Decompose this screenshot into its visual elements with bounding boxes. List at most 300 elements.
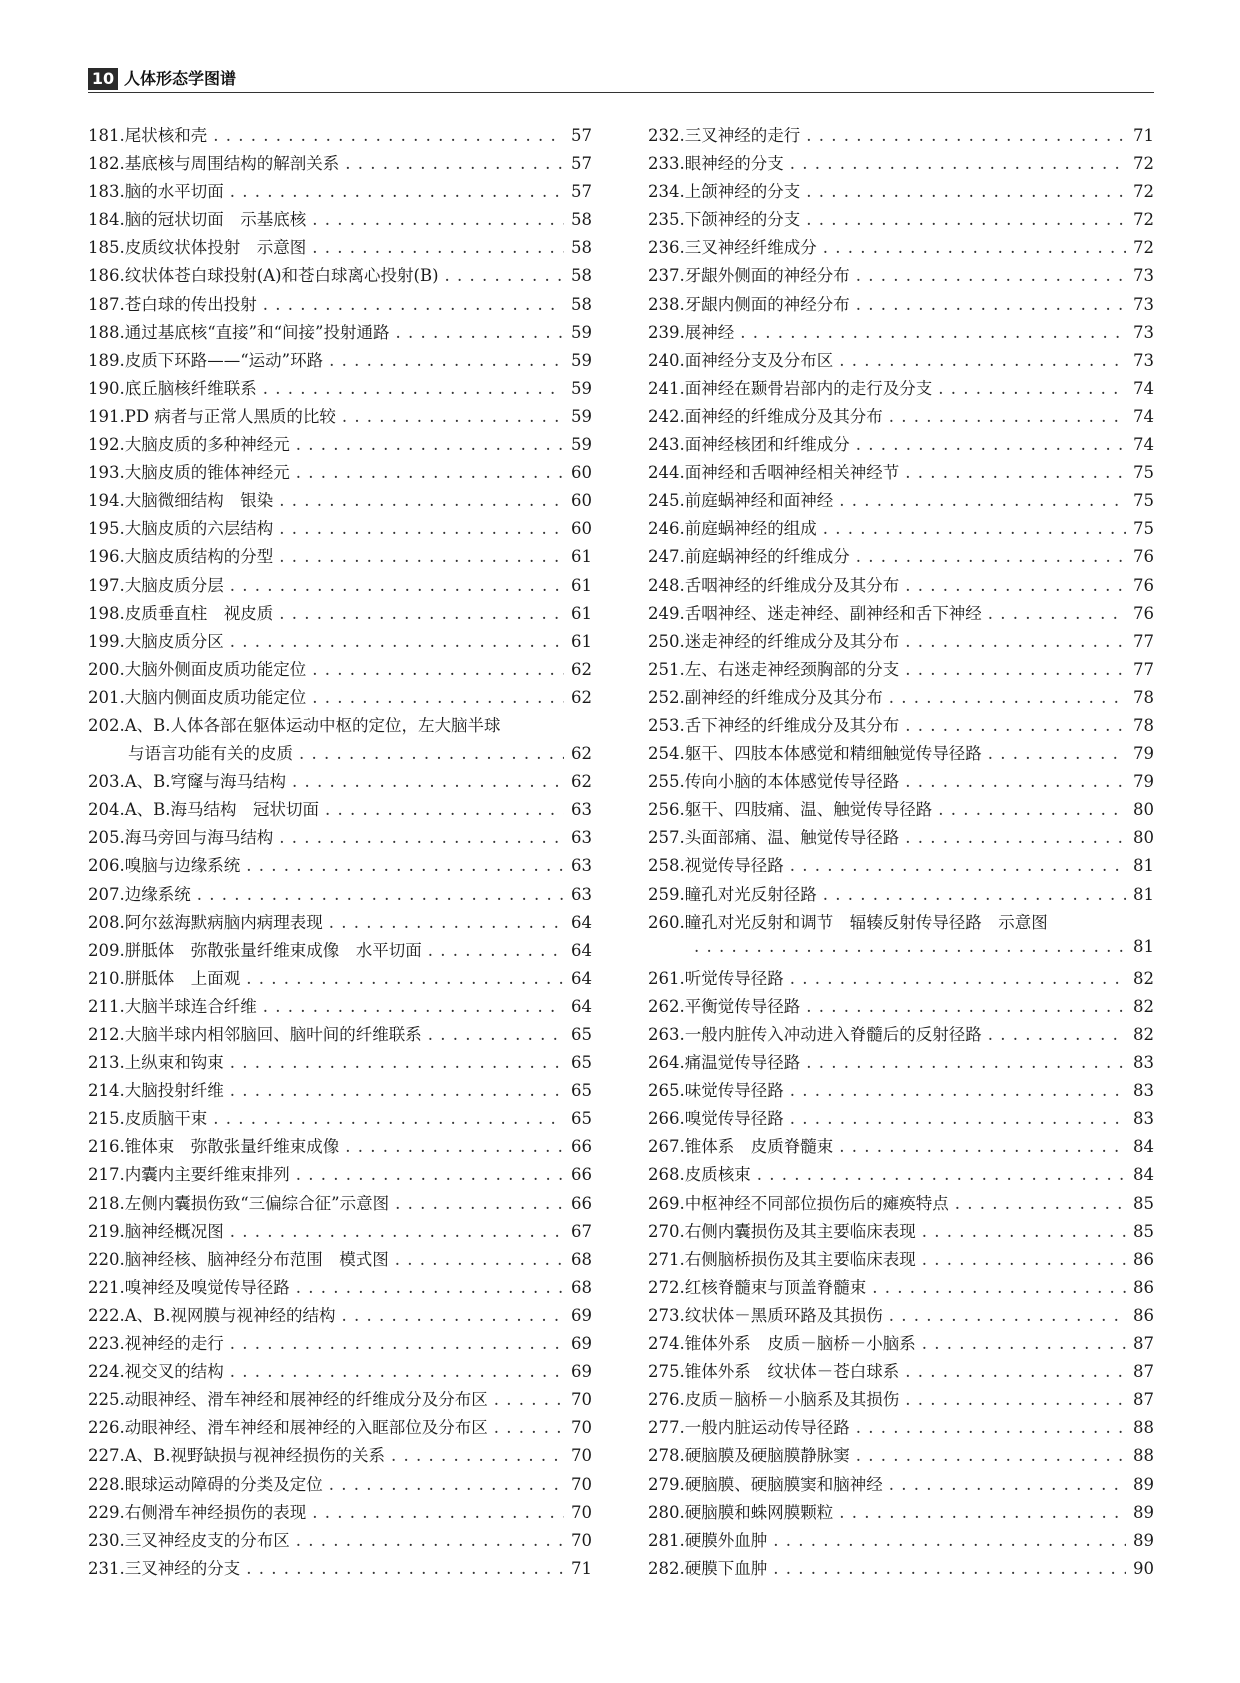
entry-title: 眼神经的分支 [684,154,784,174]
entry-page: 63 [571,856,592,876]
entry-number: 236. [648,238,685,258]
dot-leader [955,1194,1126,1213]
entry-title: 硬膜外血肿 [684,1530,768,1550]
toc-entry [88,656,592,684]
entry-title: 锥体外系 纹状体－苍白球系 [684,1362,900,1382]
toc-entry-continuation [88,740,592,768]
entry-number: 198. [88,603,125,623]
dot-leader [839,491,1126,510]
entry-title: 硬脑膜及硬脑膜静脉窦 [684,1446,850,1466]
dot-leader [312,1503,564,1522]
dot-leader [391,1446,564,1465]
entry-page: 62 [571,687,592,707]
entry-number: 252. [648,687,685,707]
entry-number: 208. [88,912,125,932]
entry-number: 206. [88,856,125,876]
entry-number: 275. [648,1362,685,1382]
toc-entry [648,796,1154,824]
toc-entry [648,543,1154,571]
dot-leader [292,772,564,791]
dot-leader [806,210,1126,229]
entry-title: 硬脑膜和蛛网膜颗粒 [684,1502,834,1522]
dot-leader [806,1053,1126,1072]
toc-entry [88,1386,592,1414]
toc-entry [648,1527,1154,1555]
entry-title: 牙龈内侧面的神经分布 [684,294,850,314]
entry-title: 大脑皮质分区 [124,631,224,651]
entry-number: 274. [648,1334,685,1354]
entry-number: 185. [88,238,125,258]
entry-page: 71 [1133,126,1154,145]
entry-number: 244. [648,463,685,483]
entry-title: 硬膜下血肿 [684,1558,768,1578]
entry-page: 75 [1133,491,1154,511]
entry-page: 65 [571,1081,592,1101]
entry-number: 250. [648,631,685,651]
entry-page: 74 [1133,378,1154,398]
toc-entry [648,572,1154,600]
entry-title: 大脑外侧面皮质功能定位 [124,659,307,679]
dot-leader [296,463,564,482]
toc-entry [648,1190,1154,1218]
entry-page: 58 [571,294,592,314]
toc-entry [88,150,592,178]
toc-entry [88,1133,592,1161]
toc-entry [648,1049,1154,1077]
dot-leader [329,913,564,932]
dot-leader [428,941,564,960]
entry-page: 77 [1133,659,1154,679]
entry-number: 272. [648,1277,685,1297]
entry-page: 85 [1133,1221,1154,1241]
entry-title-continued: 与语言功能有关的皮质 [128,744,293,764]
entry-title: 嗅神经及嗅觉传导径路 [124,1277,290,1297]
entry-title: 皮质下环路——“运动”环路 [124,350,324,370]
entry-page: 79 [1133,772,1154,792]
toc-entry [648,993,1154,1021]
dot-leader [856,547,1126,566]
entry-title: 大脑皮质的多种神经元 [124,435,290,455]
entry-number: 261. [648,968,685,988]
dot-leader [905,828,1126,847]
entry-title: 胼胝体 上面观 [124,968,241,988]
entry-page: 72 [1133,238,1154,258]
entry-number: 237. [648,266,685,286]
entry-title: 纹状体－黑质环路及其损伤 [684,1305,883,1325]
toc-entry [648,206,1154,234]
dot-leader [230,576,564,595]
dot-leader [345,154,564,173]
dot-leader [905,772,1126,791]
entry-title: 听觉传导径路 [684,968,784,988]
entry-number: 240. [648,350,685,370]
dot-leader [230,1334,564,1353]
entry-number: 266. [648,1109,685,1129]
dot-leader [856,295,1126,314]
entry-title: 皮质纹状体投射 示意图 [124,238,307,258]
dot-leader [230,1222,564,1241]
entry-page: 81 [1133,884,1154,904]
toc-entry [648,600,1154,628]
entry-title: 平衡觉传导径路 [684,996,801,1016]
toc-entry [648,684,1154,712]
toc-entry [88,881,592,909]
toc-entry [88,1190,592,1218]
dot-leader [823,885,1126,904]
entry-number: 182. [88,154,125,174]
entry-title: 视交叉的结构 [124,1362,224,1382]
toc-entry [88,712,592,740]
entry-number: 231. [88,1558,125,1578]
toc-entry [88,1442,592,1470]
entry-number: 194. [88,491,125,511]
entry-page: 82 [1133,1025,1154,1044]
toc-entry [88,1471,592,1499]
entry-number: 253. [648,715,685,735]
toc-entry [88,459,592,487]
entry-number: 197. [88,575,125,595]
entry-page: 89 [1133,1474,1154,1494]
entry-page: 86 [1133,1277,1154,1297]
toc-entry [88,206,592,234]
dot-leader [856,1418,1126,1437]
dot-leader [806,126,1126,145]
dot-leader [312,210,564,229]
entry-title: 皮质核束 [684,1165,751,1185]
entry-title: A、B.视野缺损与视神经损伤的关系 [124,1446,386,1466]
entry-page: 89 [1133,1502,1154,1522]
entry-page: 60 [571,491,592,511]
entry-page: 65 [571,1053,592,1073]
dot-leader [230,182,564,201]
entry-number: 207. [88,884,125,904]
entry-number: 219. [88,1221,125,1241]
entry-page: 74 [1133,435,1154,455]
entry-number: 211. [88,996,125,1016]
toc-entry [88,375,592,403]
entry-number: 247. [648,547,685,567]
toc-entry [88,852,592,880]
toc-entry [88,1274,592,1302]
toc-entry [88,178,592,206]
entry-page: 58 [571,238,592,258]
toc-entry [648,1077,1154,1105]
entry-title: 边缘系统 [124,884,191,904]
toc-entry [88,965,592,993]
toc-entry [648,319,1154,347]
toc-entry [88,291,592,319]
dot-leader [396,323,565,342]
toc-entry [88,1527,592,1555]
entry-title: 三叉神经皮支的分布区 [124,1530,290,1550]
entry-page: 62 [571,659,592,679]
entry-title: 下颌神经的分支 [684,210,801,230]
entry-page: 62 [571,744,592,764]
entry-page: 70 [571,1530,592,1550]
entry-number: 193. [88,463,125,483]
entry-number: 281. [648,1530,685,1550]
dot-leader [905,1390,1126,1409]
dot-leader [230,1362,564,1381]
entry-title: A、B.人体各部在躯体运动中枢的定位，左大脑半球 [124,715,501,735]
dot-leader [263,997,564,1016]
dot-leader [905,463,1126,482]
dot-leader [773,1531,1126,1550]
entry-page: 73 [1133,294,1154,314]
dot-leader [296,1165,564,1184]
toc-entry [88,1302,592,1330]
entry-title: 传向小脑的本体感觉传导径路 [684,772,900,792]
toc-entry [648,1302,1154,1330]
entry-title: 大脑皮质结构的分型 [124,547,274,567]
entry-title: 脑神经核、脑神经分布范围 模式图 [124,1249,389,1269]
entry-title: 大脑微细结构 银染 [124,491,274,511]
dot-leader [279,519,564,538]
entry-number: 199. [88,631,125,651]
toc-entry [648,291,1154,319]
toc-entry [88,572,592,600]
toc-entry [88,909,592,937]
page-number: 10 [88,68,118,90]
entry-number: 232. [648,126,685,145]
dot-leader [922,1222,1126,1241]
entry-title: 尾状核和壳 [124,126,208,145]
entry-page: 57 [571,154,592,174]
toc-entry [88,431,592,459]
toc-entry [648,487,1154,515]
entry-page: 86 [1133,1305,1154,1325]
dot-leader [839,1137,1126,1156]
entry-title: 大脑皮质的六层结构 [124,519,274,539]
entry-page: 59 [571,350,592,370]
entry-number: 196. [88,547,125,567]
toc-entry [648,1161,1154,1189]
entry-page: 72 [1133,154,1154,174]
entry-number: 282. [648,1558,685,1578]
toc-entry [88,1049,592,1077]
entry-page: 63 [571,828,592,848]
entry-title: 味觉传导径路 [684,1081,784,1101]
toc-entry [648,1386,1154,1414]
entry-title: 舌咽神经的纤维成分及其分布 [684,575,900,595]
entry-number: 270. [648,1221,685,1241]
toc-entry [88,1161,592,1189]
dot-leader [790,969,1126,988]
entry-page: 74 [1133,406,1154,426]
entry-title: 前庭蜗神经的纤维成分 [684,547,850,567]
toc-entry [88,347,592,375]
entry-page: 57 [571,182,592,202]
entry-title: 大脑半球内相邻脑回、脑叶间的纤维联系 [124,1025,422,1044]
entry-title: 大脑皮质的锥体神经元 [124,463,290,483]
entry-page: 82 [1133,968,1154,988]
toc-entry [648,852,1154,880]
entry-page: 72 [1133,210,1154,230]
entry-title: PD 病者与正常人黑质的比较 [124,406,336,426]
dot-leader [342,1306,564,1325]
entry-title: 脑的水平切面 [124,182,224,202]
entry-number: 223. [88,1334,125,1354]
toc-entry [648,1471,1154,1499]
entry-number: 265. [648,1081,685,1101]
entry-page: 68 [571,1249,592,1269]
entry-page: 61 [571,547,592,567]
toc-entry [648,459,1154,487]
toc-entry [88,1358,592,1386]
dot-leader [740,323,1126,342]
entry-title: 脑的冠状切面 示基底核 [124,210,307,230]
entry-title: 纹状体苍白球投射(A)和苍白球离心投射(B) [124,266,439,286]
dot-leader [905,576,1126,595]
toc-entry [648,150,1154,178]
toc-entry [648,515,1154,543]
entry-number: 192. [88,435,125,455]
entry-page: 88 [1133,1418,1154,1438]
book-title: 人体形态学图谱 [124,69,237,88]
entry-number: 201. [88,687,125,707]
entry-page: 70 [571,1446,592,1466]
toc-entry [648,712,1154,740]
entry-number: 220. [88,1249,125,1269]
entry-page: 78 [1133,687,1154,707]
entry-title: A、B.海马结构 冠状切面 [124,800,320,820]
dot-leader [839,351,1126,370]
entry-number: 241. [648,378,685,398]
entry-page: 69 [571,1362,592,1382]
entry-page: 59 [571,378,592,398]
entry-number: 230. [88,1530,125,1550]
dot-leader [279,491,564,510]
dot-leader [757,1165,1126,1184]
entry-title: 面神经和舌咽神经相关神经节 [684,463,900,483]
dot-leader [395,1194,564,1213]
entry-title: 上颌神经的分支 [684,182,801,202]
entry-number: 227. [88,1446,125,1466]
entry-number: 280. [648,1502,685,1522]
toc-right-column [648,122,1154,1583]
dot-leader [988,604,1126,623]
entry-page: 60 [571,463,592,483]
toc-entry [88,515,592,543]
entry-number: 248. [648,575,685,595]
dot-leader [279,604,564,623]
toc-entry [88,234,592,262]
dot-leader [988,1025,1126,1044]
entry-page: 89 [1133,1530,1154,1550]
entry-title: 右侧内囊损伤及其主要临床表现 [684,1221,916,1241]
entry-number: 260. [648,912,685,932]
entry-number: 209. [88,940,125,960]
entry-title: 左侧内囊损伤致“三偏综合征”示意图 [124,1193,390,1213]
toc-entry [88,628,592,656]
dot-leader [856,1446,1126,1465]
entry-page: 87 [1133,1334,1154,1354]
entry-number: 204. [88,800,125,820]
entry-title: 脑神经概况图 [124,1221,224,1241]
entry-title: 锥体束 弥散张量纤维束成像 [124,1137,340,1157]
dot-leader [296,1531,564,1550]
entry-title: 前庭蜗神经和面神经 [684,491,834,511]
entry-page: 82 [1133,996,1154,1016]
entry-page: 79 [1133,744,1154,764]
entry-title: 上纵束和钩束 [124,1053,224,1073]
dot-leader [856,266,1126,285]
entry-title: 大脑半球连合纤维 [124,996,257,1016]
entry-title: 右侧脑桥损伤及其主要临床表现 [684,1249,916,1269]
toc-entry [648,375,1154,403]
toc-entry [648,1442,1154,1470]
toc-entry [648,740,1154,768]
toc-entry [88,684,592,712]
entry-number: 279. [648,1474,685,1494]
entry-number: 222. [88,1305,125,1325]
entry-title: 一般内脏运动传导径路 [684,1418,850,1438]
entry-title: 躯干、四肢本体感觉和精细触觉传导径路 [684,744,982,764]
dot-leader [988,744,1126,763]
toc-entry [88,403,592,431]
entry-page: 72 [1133,182,1154,202]
toc-entry [648,1021,1154,1049]
toc-entry [88,824,592,852]
entry-number: 228. [88,1474,125,1494]
dot-leader [494,1418,564,1437]
entry-page: 76 [1133,603,1154,623]
entry-page: 81 [1133,856,1154,876]
entry-title: 动眼神经、滑车神经和展神经的入眶部位及分布区 [124,1418,488,1438]
dot-leader [342,407,564,426]
entry-page: 64 [571,940,592,960]
dot-leader [230,632,564,651]
toc-entry [648,881,1154,909]
entry-title: 三叉神经的分支 [124,1558,241,1578]
toc-entry [648,347,1154,375]
entry-number: 245. [648,491,685,511]
dot-leader [938,800,1126,819]
entry-number: 190. [88,378,125,398]
entry-title: 动眼神经、滑车神经和展神经的纤维成分及分布区 [124,1390,488,1410]
toc-entry [648,1105,1154,1133]
entry-page: 73 [1133,322,1154,342]
entry-title: 牙龈外侧面的神经分布 [684,266,850,286]
dot-leader [263,379,564,398]
entry-page: 83 [1133,1109,1154,1129]
entry-number: 215. [88,1109,125,1129]
dot-leader [395,1250,564,1269]
entry-number: 181. [88,126,125,145]
entry-title: 面神经的纤维成分及其分布 [684,406,883,426]
toc-entry [648,1133,1154,1161]
entry-number: 234. [648,182,685,202]
dot-leader [839,1503,1126,1522]
dot-leader [312,660,564,679]
entry-page: 73 [1133,350,1154,370]
entry-page: 68 [571,1277,592,1297]
entry-page: 60 [571,519,592,539]
entry-title: 迷走神经的纤维成分及其分布 [684,631,900,651]
dot-leader [230,1081,564,1100]
dot-leader [806,997,1126,1016]
entry-title: 面神经分支及分布区 [684,350,834,370]
toc-entry [88,937,592,965]
dot-leader [296,435,564,454]
toc-entry [648,965,1154,993]
entry-title: 阿尔兹海默病脑内病理表现 [124,912,323,932]
entry-page: 76 [1133,547,1154,567]
entry-title: 基底核与周围结构的解剖关系 [124,154,340,174]
toc-entry [648,1414,1154,1442]
entry-number: 188. [88,322,125,342]
toc-left-column [88,122,592,1583]
